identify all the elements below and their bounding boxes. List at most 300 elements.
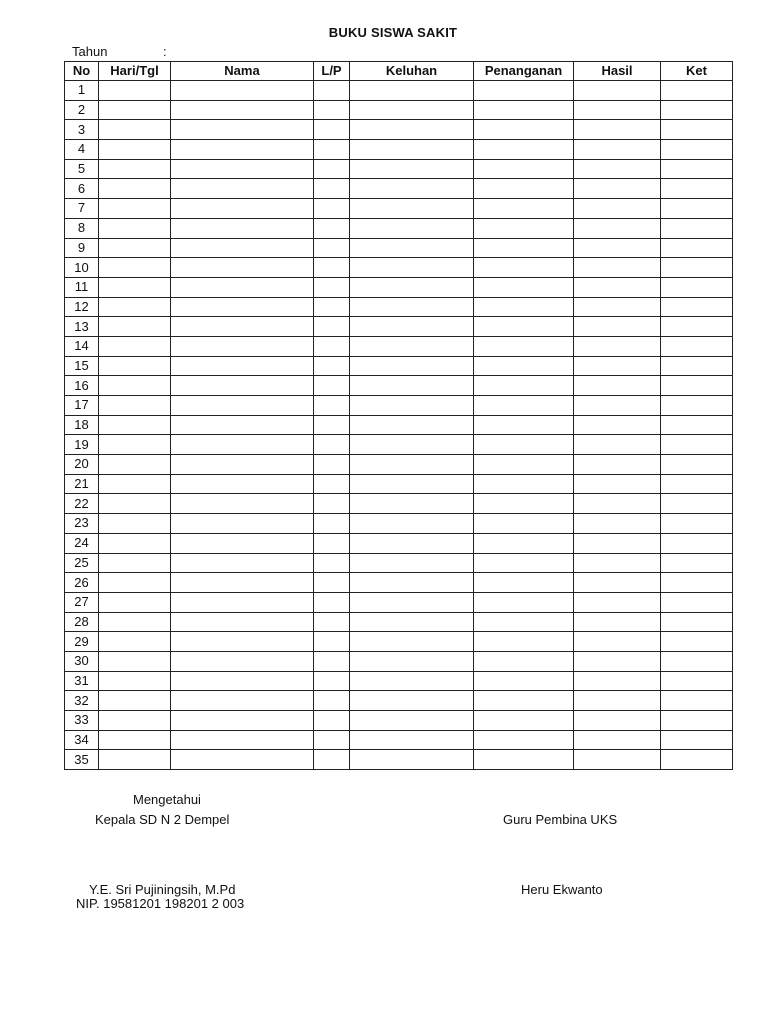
cell-day-date <box>99 81 171 101</box>
cell-complaint <box>350 612 474 632</box>
cell-treatment <box>474 140 574 160</box>
cell-notes <box>661 750 733 770</box>
cell-result <box>574 612 661 632</box>
row-number: 18 <box>65 415 99 435</box>
cell-name <box>171 632 314 652</box>
table-row <box>65 140 733 160</box>
row-number: 15 <box>65 356 99 376</box>
cell-complaint <box>350 514 474 534</box>
cell-name <box>171 218 314 238</box>
cell-notes <box>661 199 733 219</box>
row-number: 6 <box>65 179 99 199</box>
cell-notes <box>661 140 733 160</box>
cell-treatment <box>474 573 574 593</box>
row-number: 17 <box>65 396 99 416</box>
row-number: 20 <box>65 455 99 475</box>
row-number: 24 <box>65 533 99 553</box>
cell-name <box>171 455 314 475</box>
cell-complaint <box>350 533 474 553</box>
cell-treatment <box>474 691 574 711</box>
row-number: 8 <box>65 218 99 238</box>
cell-notes <box>661 179 733 199</box>
cell-name <box>171 336 314 356</box>
table-row <box>65 494 733 514</box>
cell-name <box>171 415 314 435</box>
cell-gender <box>314 592 350 612</box>
year-label: Tahun <box>72 44 108 59</box>
cell-result <box>574 730 661 750</box>
cell-gender <box>314 435 350 455</box>
cell-day-date <box>99 336 171 356</box>
teacher-position: Guru Pembina UKS <box>503 812 618 827</box>
cell-notes <box>661 455 733 475</box>
cell-treatment <box>474 514 574 534</box>
cell-complaint <box>350 297 474 317</box>
cell-notes <box>661 553 733 573</box>
table-row <box>65 592 733 612</box>
row-number: 26 <box>65 573 99 593</box>
cell-name <box>171 81 314 101</box>
cell-treatment <box>474 671 574 691</box>
cell-result <box>574 533 661 553</box>
cell-complaint <box>350 553 474 573</box>
table-row <box>65 573 733 593</box>
cell-notes <box>661 317 733 337</box>
cell-notes <box>661 396 733 416</box>
row-number: 11 <box>65 277 99 297</box>
table-row <box>65 100 733 120</box>
table-row <box>65 336 733 356</box>
cell-day-date <box>99 297 171 317</box>
row-number: 25 <box>65 553 99 573</box>
cell-name <box>171 592 314 612</box>
cell-name <box>171 494 314 514</box>
cell-name <box>171 238 314 258</box>
cell-notes <box>661 592 733 612</box>
cell-complaint <box>350 238 474 258</box>
cell-result <box>574 297 661 317</box>
row-number: 2 <box>65 100 99 120</box>
cell-complaint <box>350 81 474 101</box>
cell-treatment <box>474 376 574 396</box>
cell-notes <box>661 81 733 101</box>
cell-complaint <box>350 455 474 475</box>
cell-name <box>171 140 314 160</box>
cell-day-date <box>99 159 171 179</box>
table-row <box>65 553 733 573</box>
row-number: 4 <box>65 140 99 160</box>
cell-result <box>574 514 661 534</box>
row-number: 12 <box>65 297 99 317</box>
cell-notes <box>661 100 733 120</box>
cell-complaint <box>350 258 474 278</box>
cell-treatment <box>474 651 574 671</box>
cell-gender <box>314 277 350 297</box>
cell-treatment <box>474 218 574 238</box>
cell-complaint <box>350 474 474 494</box>
cell-notes <box>661 474 733 494</box>
cell-name <box>171 691 314 711</box>
header-name: Nama <box>171 62 314 81</box>
cell-notes <box>661 730 733 750</box>
cell-notes <box>661 612 733 632</box>
row-number: 19 <box>65 435 99 455</box>
table-row <box>65 159 733 179</box>
cell-treatment <box>474 159 574 179</box>
cell-result <box>574 651 661 671</box>
cell-notes <box>661 691 733 711</box>
cell-result <box>574 711 661 731</box>
cell-complaint <box>350 376 474 396</box>
table-row <box>65 297 733 317</box>
header-no: No <box>65 62 99 81</box>
cell-day-date <box>99 592 171 612</box>
cell-day-date <box>99 415 171 435</box>
row-number: 13 <box>65 317 99 337</box>
cell-notes <box>661 277 733 297</box>
cell-complaint <box>350 317 474 337</box>
cell-treatment <box>474 120 574 140</box>
cell-gender <box>314 514 350 534</box>
cell-gender <box>314 81 350 101</box>
cell-gender <box>314 750 350 770</box>
table-row <box>65 199 733 219</box>
cell-result <box>574 317 661 337</box>
cell-complaint <box>350 632 474 652</box>
cell-gender <box>314 199 350 219</box>
cell-day-date <box>99 435 171 455</box>
cell-day-date <box>99 356 171 376</box>
cell-day-date <box>99 218 171 238</box>
table-row <box>65 317 733 337</box>
cell-result <box>574 474 661 494</box>
table-row <box>65 396 733 416</box>
cell-gender <box>314 317 350 337</box>
table-row <box>65 533 733 553</box>
table-row <box>65 81 733 101</box>
cell-treatment <box>474 455 574 475</box>
cell-name <box>171 612 314 632</box>
cell-treatment <box>474 494 574 514</box>
cell-gender <box>314 297 350 317</box>
table-header-row <box>65 62 733 81</box>
cell-treatment <box>474 553 574 573</box>
cell-notes <box>661 258 733 278</box>
table-row <box>65 711 733 731</box>
table-row <box>65 120 733 140</box>
cell-treatment <box>474 730 574 750</box>
cell-notes <box>661 435 733 455</box>
cell-gender <box>314 573 350 593</box>
row-number: 29 <box>65 632 99 652</box>
document-title: BUKU SISWA SAKIT <box>328 25 458 40</box>
cell-gender <box>314 691 350 711</box>
cell-day-date <box>99 514 171 534</box>
cell-treatment <box>474 435 574 455</box>
cell-gender <box>314 494 350 514</box>
table-row <box>65 415 733 435</box>
cell-notes <box>661 494 733 514</box>
cell-day-date <box>99 553 171 573</box>
cell-result <box>574 396 661 416</box>
table-row <box>65 691 733 711</box>
cell-treatment <box>474 81 574 101</box>
cell-name <box>171 711 314 731</box>
cell-day-date <box>99 238 171 258</box>
cell-result <box>574 81 661 101</box>
row-number: 9 <box>65 238 99 258</box>
cell-result <box>574 632 661 652</box>
cell-result <box>574 553 661 573</box>
cell-result <box>574 691 661 711</box>
cell-result <box>574 750 661 770</box>
row-number: 34 <box>65 730 99 750</box>
row-number: 31 <box>65 671 99 691</box>
cell-result <box>574 258 661 278</box>
cell-complaint <box>350 651 474 671</box>
cell-gender <box>314 533 350 553</box>
cell-day-date <box>99 750 171 770</box>
cell-gender <box>314 336 350 356</box>
cell-treatment <box>474 336 574 356</box>
cell-result <box>574 671 661 691</box>
cell-complaint <box>350 750 474 770</box>
table-row <box>65 632 733 652</box>
table-row <box>65 671 733 691</box>
cell-complaint <box>350 159 474 179</box>
cell-gender <box>314 100 350 120</box>
row-number: 7 <box>65 199 99 219</box>
table-row <box>65 356 733 376</box>
cell-notes <box>661 297 733 317</box>
table-row <box>65 179 733 199</box>
row-number: 16 <box>65 376 99 396</box>
cell-day-date <box>99 474 171 494</box>
table-row <box>65 435 733 455</box>
cell-gender <box>314 632 350 652</box>
cell-notes <box>661 218 733 238</box>
table-row <box>65 750 733 770</box>
cell-gender <box>314 612 350 632</box>
cell-gender <box>314 179 350 199</box>
row-number: 21 <box>65 474 99 494</box>
row-number: 30 <box>65 651 99 671</box>
cell-name <box>171 159 314 179</box>
table-row <box>65 218 733 238</box>
cell-notes <box>661 573 733 593</box>
cell-gender <box>314 671 350 691</box>
cell-name <box>171 671 314 691</box>
cell-treatment <box>474 258 574 278</box>
cell-treatment <box>474 277 574 297</box>
cell-treatment <box>474 356 574 376</box>
cell-notes <box>661 238 733 258</box>
cell-day-date <box>99 494 171 514</box>
cell-complaint <box>350 592 474 612</box>
cell-complaint <box>350 691 474 711</box>
row-number: 35 <box>65 750 99 770</box>
cell-day-date <box>99 730 171 750</box>
cell-treatment <box>474 199 574 219</box>
cell-gender <box>314 159 350 179</box>
cell-complaint <box>350 336 474 356</box>
header-day-date: Hari/Tgl <box>99 62 171 81</box>
cell-name <box>171 750 314 770</box>
cell-treatment <box>474 179 574 199</box>
cell-gender <box>314 238 350 258</box>
cell-name <box>171 120 314 140</box>
cell-complaint <box>350 100 474 120</box>
cell-result <box>574 199 661 219</box>
cell-complaint <box>350 435 474 455</box>
cell-name <box>171 317 314 337</box>
cell-day-date <box>99 376 171 396</box>
cell-result <box>574 415 661 435</box>
cell-treatment <box>474 317 574 337</box>
cell-treatment <box>474 750 574 770</box>
table-row <box>65 612 733 632</box>
header-notes: Ket <box>661 62 733 81</box>
table-row <box>65 514 733 534</box>
cell-result <box>574 140 661 160</box>
table-row <box>65 730 733 750</box>
cell-gender <box>314 474 350 494</box>
cell-name <box>171 356 314 376</box>
table-row <box>65 474 733 494</box>
cell-complaint <box>350 218 474 238</box>
sick-students-table <box>64 61 733 770</box>
cell-day-date <box>99 573 171 593</box>
cell-notes <box>661 514 733 534</box>
cell-result <box>574 435 661 455</box>
cell-notes <box>661 120 733 140</box>
cell-gender <box>314 140 350 160</box>
cell-result <box>574 494 661 514</box>
cell-name <box>171 514 314 534</box>
cell-day-date <box>99 691 171 711</box>
cell-notes <box>661 711 733 731</box>
header-treatment: Penanganan <box>474 62 574 81</box>
header-complaint: Keluhan <box>350 62 474 81</box>
cell-day-date <box>99 612 171 632</box>
cell-name <box>171 396 314 416</box>
cell-treatment <box>474 612 574 632</box>
table-row <box>65 651 733 671</box>
cell-day-date <box>99 140 171 160</box>
cell-notes <box>661 376 733 396</box>
cell-complaint <box>350 356 474 376</box>
cell-day-date <box>99 671 171 691</box>
table-row <box>65 376 733 396</box>
cell-name <box>171 100 314 120</box>
year-colon: : <box>163 44 167 59</box>
cell-result <box>574 592 661 612</box>
principal-nip: NIP. 19581201 198201 2 003 <box>76 896 245 911</box>
cell-result <box>574 336 661 356</box>
cell-treatment <box>474 415 574 435</box>
row-number: 5 <box>65 159 99 179</box>
cell-treatment <box>474 711 574 731</box>
cell-result <box>574 356 661 376</box>
cell-day-date <box>99 711 171 731</box>
cell-complaint <box>350 179 474 199</box>
cell-complaint <box>350 199 474 219</box>
cell-result <box>574 455 661 475</box>
row-number: 28 <box>65 612 99 632</box>
cell-notes <box>661 336 733 356</box>
cell-treatment <box>474 474 574 494</box>
row-number: 22 <box>65 494 99 514</box>
cell-result <box>574 573 661 593</box>
cell-day-date <box>99 120 171 140</box>
cell-gender <box>314 120 350 140</box>
cell-complaint <box>350 711 474 731</box>
cell-notes <box>661 356 733 376</box>
cell-name <box>171 435 314 455</box>
cell-gender <box>314 218 350 238</box>
row-number: 10 <box>65 258 99 278</box>
cell-name <box>171 179 314 199</box>
cell-gender <box>314 356 350 376</box>
header-gender: L/P <box>314 62 350 81</box>
cell-day-date <box>99 533 171 553</box>
principal-name: Y.E. Sri Pujiningsih, M.Pd <box>89 882 236 897</box>
cell-day-date <box>99 100 171 120</box>
row-number: 1 <box>65 81 99 101</box>
cell-complaint <box>350 671 474 691</box>
cell-treatment <box>474 396 574 416</box>
cell-gender <box>314 553 350 573</box>
cell-name <box>171 730 314 750</box>
cell-day-date <box>99 277 171 297</box>
cell-treatment <box>474 297 574 317</box>
cell-name <box>171 199 314 219</box>
cell-day-date <box>99 455 171 475</box>
row-number: 23 <box>65 514 99 534</box>
cell-result <box>574 218 661 238</box>
cell-day-date <box>99 632 171 652</box>
cell-result <box>574 376 661 396</box>
cell-notes <box>661 632 733 652</box>
cell-treatment <box>474 632 574 652</box>
cell-gender <box>314 376 350 396</box>
cell-name <box>171 277 314 297</box>
cell-treatment <box>474 592 574 612</box>
cell-day-date <box>99 317 171 337</box>
cell-result <box>574 238 661 258</box>
cell-complaint <box>350 140 474 160</box>
table-body <box>65 81 733 770</box>
cell-result <box>574 100 661 120</box>
cell-result <box>574 277 661 297</box>
cell-name <box>171 376 314 396</box>
cell-name <box>171 553 314 573</box>
cell-gender <box>314 455 350 475</box>
cell-result <box>574 159 661 179</box>
cell-treatment <box>474 238 574 258</box>
row-number: 3 <box>65 120 99 140</box>
cell-name <box>171 573 314 593</box>
cell-name <box>171 258 314 278</box>
cell-complaint <box>350 120 474 140</box>
cell-treatment <box>474 533 574 553</box>
cell-notes <box>661 415 733 435</box>
cell-gender <box>314 396 350 416</box>
cell-gender <box>314 258 350 278</box>
acknowledged-label: Mengetahui <box>133 792 201 807</box>
cell-treatment <box>474 100 574 120</box>
principal-position: Kepala SD N 2 Dempel <box>95 812 230 827</box>
